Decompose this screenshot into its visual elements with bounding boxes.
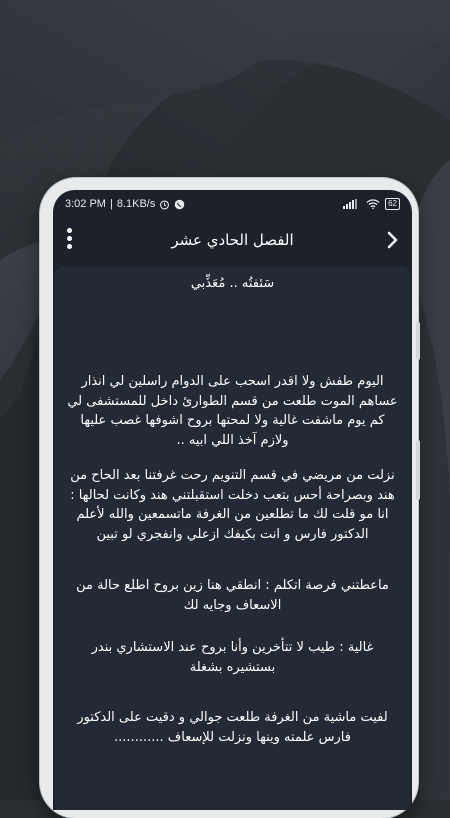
story-paragraph: اليوم طفش ولا اقدر اسحب على الدوام راسلين لي انذار عساهم الموت طلعت من قسم الطوارئ داخل للمستشفى لي كم يوم ماشفت غالية ولا لمحتها بروح اشوفها غصب عليها ولازم آخذ اللي ابيه .. (67, 374, 398, 448)
phone-side-button (416, 322, 420, 360)
story-paragraph: غالية : طيب لا تتأخرين وأنا بروح عند الاستشاري بندر بستشيره بشغلة (91, 640, 374, 675)
story-paragraph: ماعطتني فرصة اتكلم : انطقي هنا زين بروح اطلع حالة من الاسعاف وجايه لك (76, 578, 389, 613)
wifi-icon (366, 199, 380, 209)
page-title: الفصل الحادي عشر (171, 231, 294, 249)
app-bar (53, 218, 412, 262)
status-time: 3:02 PM (65, 198, 106, 210)
menu-dot-icon (67, 228, 72, 233)
phone-power-button (416, 440, 420, 500)
more-options-button[interactable] (63, 228, 75, 252)
chevron-right-icon[interactable] (380, 228, 404, 252)
signal-icon (343, 199, 361, 209)
alarm-icon (159, 199, 170, 210)
status-bar-right (343, 198, 400, 210)
story-paragraph: نزلت من مريضي في قسم التنويم رحت غرفتنا بعد الحاح من هند وبصراحة أحس بتعب دخلت استقبلتني هند وكانت لحالها : انا مو قلت لك ما تطلعين من الغرفة ماتسمعين والله لأعلم الدكتور فارس و انت بكيفك ازعلي وانفجري لو تبين (70, 468, 395, 542)
story-paragraph: لفيت ماشية من الغرفة طلعت جوالي و دقيت على الدكتور فارس علمته وينها ونزلت للإسعاف ............ (77, 710, 388, 745)
whatsapp-icon (174, 199, 185, 210)
battery-icon: 62 (385, 198, 400, 210)
network-speed: 8.1KB/s (116, 198, 156, 210)
menu-dot-icon (67, 244, 72, 249)
status-bar (53, 190, 412, 218)
status-separator: | (109, 198, 113, 210)
chapter-heading: سَئفتُه .. مُعَذِّبي (190, 276, 275, 291)
chapter-content-card (55, 266, 410, 810)
menu-dot-icon (67, 236, 72, 241)
phone-screen (53, 190, 412, 810)
status-bar-left (65, 198, 185, 210)
